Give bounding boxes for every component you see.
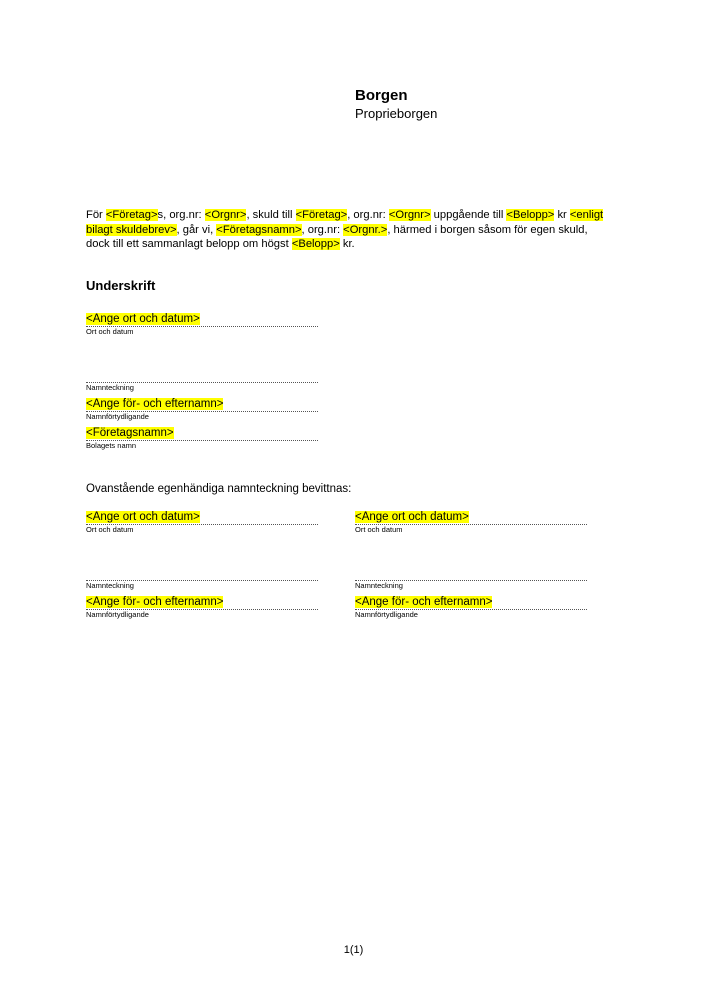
placeholder-field[interactable]: <Belopp> [291, 238, 340, 250]
paragraph-text: kr. [339, 238, 355, 250]
placeholder-full-name[interactable]: <Ange för- och efternamn> [86, 596, 224, 608]
placeholder-field[interactable]: <Orgnr> [388, 209, 431, 221]
placeholder-field[interactable]: <Orgnr.> [343, 223, 388, 236]
field-caption: Bolagets namn [86, 441, 137, 450]
signature-space [86, 566, 318, 580]
paragraph-text: kr [554, 209, 570, 221]
signature-space [355, 566, 587, 580]
page-number: 1(1) [343, 944, 364, 956]
field-caption: Namnteckning [86, 581, 134, 590]
document-title: Borgen [355, 87, 408, 104]
placeholder-field[interactable]: <Belopp> [506, 209, 555, 221]
placeholder-field[interactable]: <Företagsnamn> [216, 223, 302, 236]
placeholder-full-name[interactable]: <Ange för- och efternamn> [355, 596, 493, 608]
paragraph-text: , härmed i borgen såsom för egen skuld, dock till ett sammanlagt belopp om högst [86, 223, 588, 250]
field-caption: Ort och datum [355, 525, 403, 534]
witness-right-signature-field [355, 566, 587, 591]
witness-intro: Ovanstående egenhändiga namnteckning bevittnas: [86, 483, 352, 495]
paragraph-text: , org.nr: [301, 223, 344, 236]
placeholder-field[interactable]: <Företag> [105, 209, 158, 221]
placeholder-place-date[interactable]: <Ange ort och datum> [355, 511, 469, 523]
signature-place-date-field [86, 312, 318, 337]
witness-right-name-field [355, 595, 587, 620]
witness-left-name-field [86, 595, 318, 620]
signature-heading: Underskrift [86, 278, 156, 293]
field-caption: Ort och datum [86, 327, 134, 336]
paragraph-text: , org.nr: [347, 209, 389, 221]
witness-left-place-date-field [86, 510, 318, 535]
field-caption: Namnteckning [86, 383, 134, 392]
witness-right-place-date-field [355, 510, 587, 535]
placeholder-field[interactable]: <enligt bilagt skuldebrev> [86, 209, 604, 236]
field-caption: Namnförtydligande [86, 610, 149, 619]
placeholder-field[interactable]: <Orgnr> [204, 209, 247, 221]
field-caption: Namnförtydligande [86, 412, 149, 421]
placeholder-company-name[interactable]: <Företagsnamn> [86, 427, 174, 439]
signature-name-field [86, 397, 318, 422]
field-caption: Namnteckning [355, 581, 403, 590]
placeholder-place-date[interactable]: <Ange ort och datum> [86, 511, 200, 523]
witness-left-signature-field [86, 566, 318, 591]
paragraph-text: s, org.nr: [157, 209, 205, 221]
field-caption: Ort och datum [86, 525, 134, 534]
paragraph-text: För [86, 209, 106, 221]
document-subtitle: Proprieborgen [355, 106, 438, 121]
guarantee-paragraph [86, 208, 606, 252]
placeholder-field[interactable]: <Företag> [295, 209, 348, 221]
signature-company-field [86, 426, 318, 451]
paragraph-text: uppgående till [430, 209, 507, 221]
field-caption: Namnförtydligande [355, 610, 418, 619]
signature-space [86, 368, 318, 382]
placeholder-full-name[interactable]: <Ange för- och efternamn> [86, 398, 224, 410]
paragraph-text: , går vi, [176, 223, 217, 236]
signature-line-field [86, 368, 318, 393]
paragraph-text: , skuld till [246, 209, 296, 221]
placeholder-place-date[interactable]: <Ange ort och datum> [86, 313, 200, 325]
